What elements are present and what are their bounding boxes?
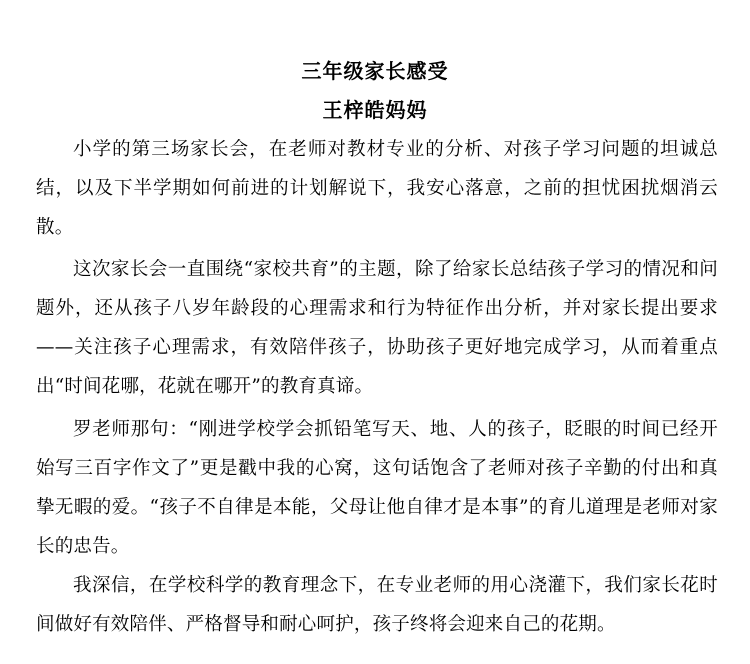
document-author: 王梓皓妈妈 [322,98,428,122]
document-title: 三年级家长感受 [301,59,449,83]
paragraph-2: 这次家长会一直围绕“家校共育”的主题，除了给家长总结孩子学习的情况和问题外，还从孩子八岁年龄段的心理需求和行为特征作出分析，并对家长提出要求——关注孩子心理需求，有效陪伴孩子，协助孩子更好地完成学习，从而着重点出“时间花哪，花就在哪开”的教育真谛。 [36,259,718,397]
paragraph-3: 罗老师那句：“刚进学校学会抓铅笔写天、地、人的孩子，眨眼的时间已经开始写三百字作文了”更是戳中我的心窝，这句话饱含了老师对孩子辛勤的付出和真挚无暇的爱。“孩子不自律是本能，父母让他自律才是本事”的育儿道理是老师对家长的忠告。 [36,419,718,557]
paragraph-4: 我深信，在学校科学的教育理念下，在专业老师的用心浇灌下，我们家长花时间做好有效陪伴、严格督导和耐心呵护，孩子终将会迎来自己的花期。 [36,575,718,635]
paragraph-1: 小学的第三场家长会，在老师对教材专业的分析、对孩子学习问题的坦诚总结，以及下半学期如何前进的计划解说下，我安心落意，之前的担忧困扰烟消云散。 [36,139,718,238]
